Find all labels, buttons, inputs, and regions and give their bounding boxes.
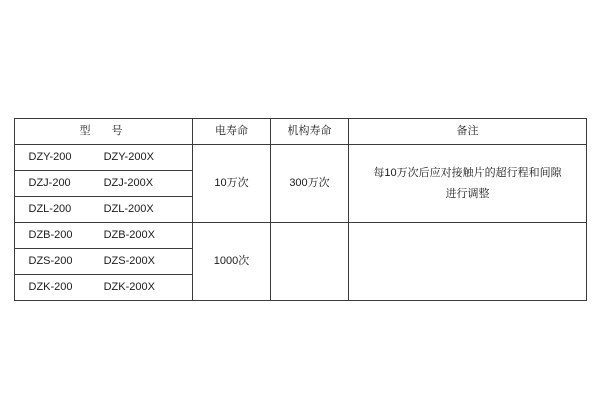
remarks-line-1: 每10万次后应对接触片的超行程和间隙 [373,166,562,179]
model-code-primary: DZY-200 [28,151,72,164]
model-cell [15,171,193,197]
column-header-mechanical-life: 机构寿命 [271,119,349,145]
model-code-variant: DZL-200X [103,203,154,216]
table-row [15,223,587,249]
model-cell [15,197,193,223]
electrical-life-group-1: 10万次 [193,145,271,223]
model-cell [15,223,193,249]
spec-table-container [14,118,586,301]
electrical-life-group-2: 1000次 [193,223,271,301]
column-header-model: 型 号 [15,119,193,145]
model-code-variant: DZY-200X [103,151,154,164]
column-header-electrical-life: 电寿命 [193,119,271,145]
table-header-row [15,119,587,145]
model-code-variant: DZB-200X [103,229,155,242]
model-cell [15,145,193,171]
remarks-cell [349,145,587,223]
model-code-primary: DZS-200 [28,255,73,268]
model-code-variant: DZK-200X [103,281,155,294]
remarks-line-2: 进行调整 [445,187,490,200]
model-cell [15,275,193,301]
model-code-variant: DZJ-200X [103,177,154,190]
column-header-remarks: 备注 [349,119,587,145]
model-code-primary: DZJ-200 [28,177,71,190]
remarks-empty [349,223,587,301]
mechanical-life-value: 300万次 [271,145,349,223]
specification-table [14,118,587,301]
model-code-primary: DZB-200 [28,229,73,242]
mechanical-life-empty [271,223,349,301]
model-code-primary: DZK-200 [28,281,73,294]
model-cell [15,249,193,275]
table-row [15,145,587,171]
model-code-variant: DZS-200X [103,255,155,268]
model-code-primary: DZL-200 [28,203,72,216]
